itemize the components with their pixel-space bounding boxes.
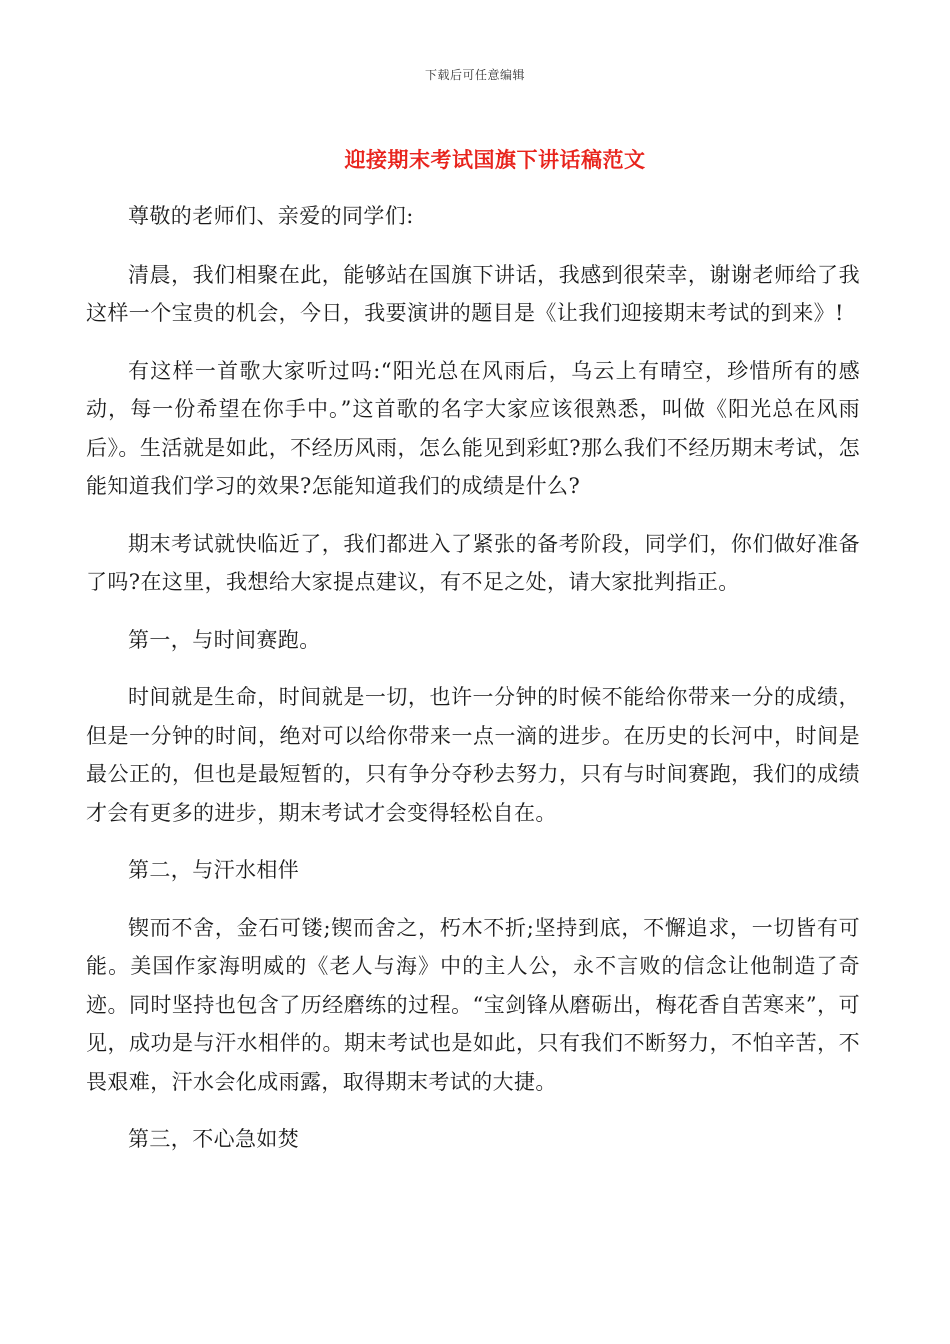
point-three-heading: 第三，不心急如焚 <box>128 1127 300 1151</box>
exam-approaching-paragraph: 期末考试就快临近了，我们都进入了紧张的备考阶段，同学们，你们做好准备了吗?在这里，我想给大家提点建议，有不足之处，请大家批判指正。 <box>86 531 860 594</box>
document-title: 迎接期末考试国旗下讲话稿范文 <box>344 147 646 172</box>
greeting-paragraph: 尊敬的老师们、亲爱的同学们: <box>128 204 414 228</box>
point-two-body: 锲而不舍，金石可镂;锲而舍之，朽木不折;坚持到底，不懈追求，一切皆有可能。美国作家海明威的《老人与海》中的主人公，永不言败的信念让他制造了奇迹。同时坚持也包含了历经磨练的过程。“宝剑锋从磨砺出，梅花香自苦寒来”，可见，成功是与汗水相伴的。期末考试也是如此，只有我们不断努力，不怕辛苦，不畏艰难，汗水会化成雨露，取得期末考试的大捷。 <box>86 915 860 1094</box>
document-body <box>86 197 860 1178</box>
opening-paragraph: 清晨，我们相聚在此，能够站在国旗下讲话，我感到很荣幸，谢谢老师给了我这样一个宝贵的机会，今日，我要演讲的题目是《让我们迎接期末考试的到来》! <box>86 262 860 325</box>
header-note: 下载后可任意编辑 <box>424 68 525 82</box>
point-one-body: 时间就是生命，时间就是一切，也许一分钟的时候不能给你带来一分的成绩，但是一分钟的时间，绝对可以给你带来一点一滴的进步。在历史的长河中，时间是最公正的，但也是最短暂的，只有争分夺秒去努力，只有与时间赛跑，我们的成绩才会有更多的进步，期末考试才会变得轻松自在。 <box>86 685 860 825</box>
song-paragraph: 有这样一首歌大家听过吗:“阳光总在风雨后，乌云上有晴空，珍惜所有的感动，每一份希望在你手中。”这首歌的名字大家应该很熟悉，叫做《阳光总在风雨后》。生活就是如此，不经历风雨，怎么能见到彩虹?那么我们不经历期末考试，怎能知道我们学习的效果?怎能知道我们的成绩是什么? <box>86 358 860 498</box>
point-one-heading: 第一，与时间赛跑。 <box>128 627 321 652</box>
point-two-heading: 第二，与汗水相伴 <box>128 858 300 882</box>
